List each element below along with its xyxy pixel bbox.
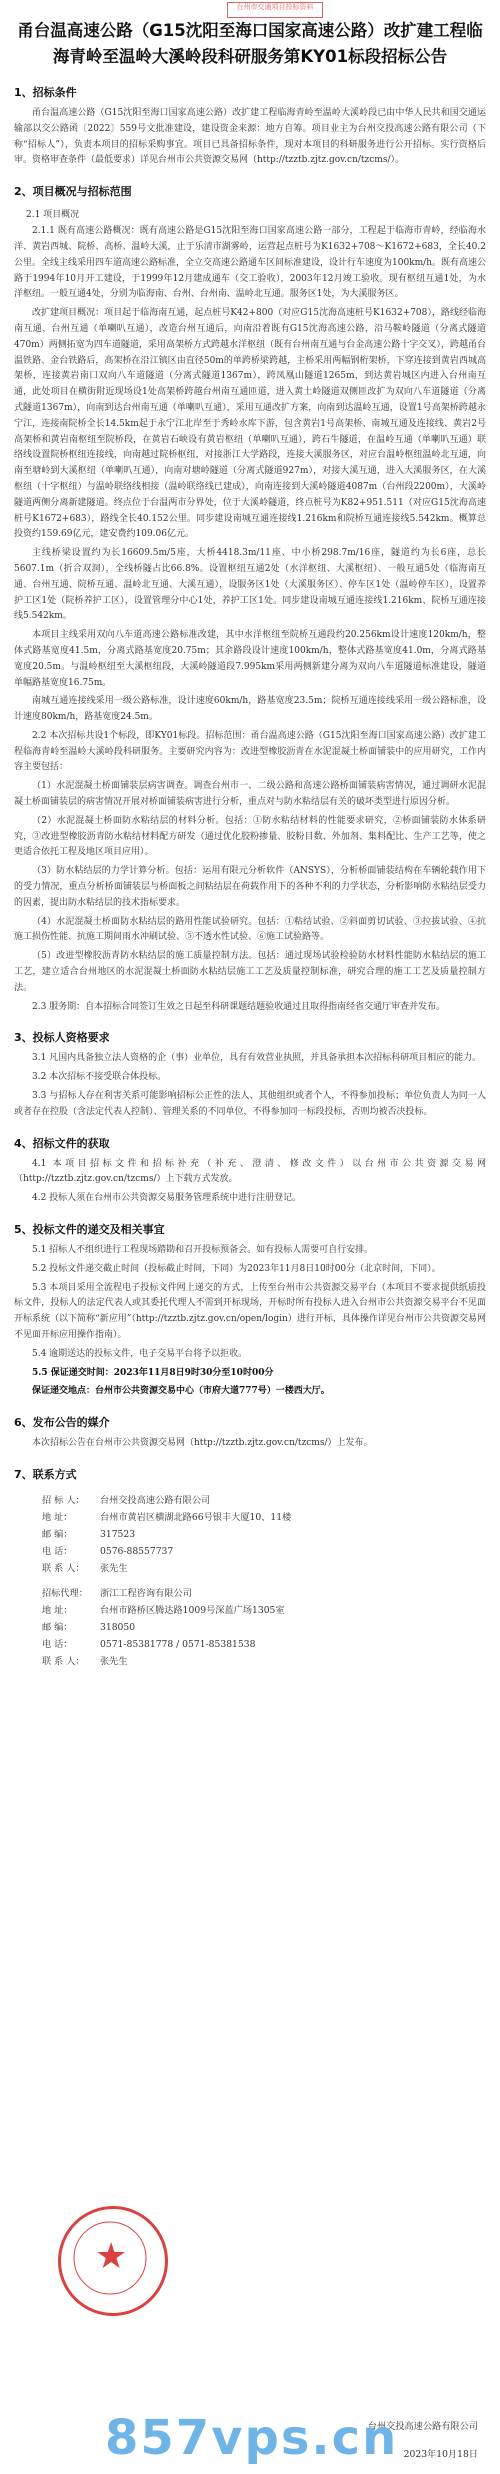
contact-label: 地 址： <box>42 1604 73 1616</box>
signature-org: 台州交投高速公路有限公司 <box>367 2421 478 2432</box>
contact-value: 318050 <box>100 1621 136 1633</box>
paragraph: 5.4 逾期送达的投标文件，电子交易平台将予以拒收。 <box>32 1348 248 1359</box>
contact-value: 0571-85381778 / 0571-85381538 <box>100 1638 256 1650</box>
paragraph: 本项目主线采用双向八车道高速公路标准改建，其中水洋枢纽至院桥互通段约20.256km设计速度120km/h，整体式路基宽度41.5m，分离式路基宽度20.75m；其余路段设计速度100km/h，整体式路基宽度41.0m，分离式路基宽度20.5m。与温岭枢纽至大溪枢纽段，大溪岭隧道段7.995km采用两侧新建分离为双向八车道隧道标准建设，隧道单幅路基宽度16.75m。 <box>14 630 486 688</box>
section-heading: 4、招标文件的获取 <box>14 1136 110 1150</box>
contact-value: 浙江工程咨询有限公司 <box>100 1587 192 1599</box>
section-heading: 5、投标文件的递交及相关事宜 <box>14 1223 165 1237</box>
contact-row <box>42 1526 486 1543</box>
paragraph: 2.3 服务期：自本招标合同签订生效之日起至科研课题结题验收通过且取得指南经省交通厅审查并发布。 <box>32 1001 446 1012</box>
contact-value: 台州市路桥区腾达路1009号深蓝广场1305室 <box>100 1604 285 1616</box>
document-title: 甬台温高速公路（G15沈阳至海口国家高速公路）改扩建工程临海青岭至温岭大溪岭段科研服务第KY01标段招标公告 <box>17 21 483 66</box>
section-heading: 3、投标人资格要求 <box>14 1031 110 1045</box>
contact-label: 电 话： <box>42 1545 73 1557</box>
top-stamp: 台州市交通项目投标资料 <box>227 2 323 18</box>
subsection-heading: 2.1 项目概况 <box>26 210 80 221</box>
paragraph: 5.2 投标文件递交截止时间（投标截止时间，下同）为2023年11月8日10时00分（北京时间，下同）。 <box>32 1263 441 1274</box>
contact-label: 招标代理： <box>42 1587 88 1599</box>
signature-date: 2023年10月18日 <box>403 2449 478 2460</box>
paragraph: （5）改进型橡胶沥青防水粘结层的施工质量控制方法。包括：通过现场试验检验防水材料性能防水粘结层的施工工艺，建立适合台州地区的水泥混凝土桥面防水粘结层施工工艺及质量控制标准，研究合理的施工工艺及质量控制方法。 <box>14 951 486 993</box>
contact-info <box>14 1492 486 1670</box>
paragraph: 主线桥梁设置约为长16609.5m/5座，大桥4418.3m/11座、中小桥298.7m/16座，隧道约为长6座，总长5607.1m（折合双洞），全线桥隧占比66.8%。设置枢纽互通2处（水洋枢纽、大溪枢纽）、一般互通5处（临海南互通、台州互通、院桥互通、温岭北互通、大溪互通），设服务区1处（大溪服务区）、停车区1处（温岭停车区），设置养护工区1处（院桥养护工区），设置管理分中心1处，养护工区1处。同步建设南城互通连接线1.216km、院桥互通连接线5.542km。 <box>14 548 486 622</box>
paragraph: 3.2 本次招标不接受联合体投标。 <box>32 1072 167 1083</box>
company-seal <box>58 2206 168 2316</box>
section-heading: 7、联系方式 <box>14 1467 77 1481</box>
contact-row <box>42 1543 486 1560</box>
contact-row <box>42 1602 486 1619</box>
seal-star-icon: ★ <box>95 2236 128 2277</box>
group-spacer <box>14 1577 486 1585</box>
contact-label: 招 标 人： <box>42 1494 85 1506</box>
document-body <box>14 84 486 1482</box>
contact-label: 邮 编： <box>42 1621 73 1633</box>
paragraph: 3.3 与招标人存在利害关系可能影响招标公正性的法人、其他组织或者个人，不得参加投标；单位负责人为同一人或者存在控股（含法定代表人控制）、管理关系的不同单位，不得参加同一标段投标，否则均被否决投标。 <box>14 1091 486 1117</box>
paragraph: 南城互通连接线采用一级公路标准，设计速度60km/h，路基宽度23.5m；院桥互通连接线采用一级公路标准，设计速度80km/h，路基宽度24.5m。 <box>14 696 486 723</box>
section-heading: 1、招标条件 <box>14 86 77 99</box>
site-watermark: 857vps.cn <box>105 2410 399 2466</box>
bold-paragraph: 5.5 保证递交时间：2023年11月8日9时30分至10时00分 <box>32 1367 274 1378</box>
paragraph: 改扩建项目概况：项目起于临海南互通，起点桩号K42+800（对应G15沈海高速桩号K1632+708），路线经临海南互通、台州互通（单喇叭互通），改造台州互通后，向南沿着既有G15沈海高速公路，沿马鞍岭隧道（分离式隧道470m）两侧拓宽为四车道隧道，采用高架桥方式跨越水洋枢纽（既有台州南互通与台金高速公路十字交叉），跨越甬台温铁路、金台铁路后，高架桥在沿江镇区由直径50m的单跨桥梁跨越，主桥采用两幅钢桁架桥，下穿连接到黄岩西城高架桥，连接黄岩南口双向八车道隧道（分离式隧道1367m），跨凤凰山隧道1265m，到达黄岩城区内进入台州南互通，此处项目在横街附近现场设1处高架桥跨越台州南互通匝道，进入黄土岭隧道双侧匝改扩为双向八车道隧道（分离式隧道1367m），向南到达台州南互通（单喇叭互通），采用互通改扩方案，向南到达温岭互通，设置1号高架桥跨越永宁江，连接南院桥全长14.5km起于永宁江北岸至于秀岭水库下游，包含黄岩1号高架桥、南城互通及连接线、黄岩2号高架桥和黄岩南枢纽至院桥段，在黄岩石峡设有黄岩枢纽（单喇叭互通），跨石牛隧道，在温岭互通（单喇叭互通）联络线设置院桥枢纽连接线，向南越过院桥枢纽，对接浙江大学路段，连接大溪服务区，对应台温岭枢纽温岭北互通，向南至塘岭到大溪枢纽（单喇叭互通），向南对塘岭隧道（分离式隧道927m），对接大溪互通，进入大溪服务区，在大溪枢纽（十字枢纽）与温岭联络线相接（温岭联络线已建成），向南连接到大溪岭隧道4087m（台州段2200m），大溪岭隧道两侧分离新建隧道。终点位于台温两市分界处，位于大溪岭隧道，终点桩号为K82+951.511（对应G15沈海高速桩号K1672+683），路线全长40.152公里。同步建设南城互通连接线1.216km和院桥互通连接线5.542km。概算总投资约159.69亿元，建安费约109.06亿元。 <box>14 308 486 540</box>
bold-paragraph: 保证递交地点：台州市公共资源交易中心（市府大道777号）一楼西大厅。 <box>32 1386 330 1397</box>
contact-label: 联 系 人： <box>42 1562 85 1574</box>
paragraph: 5.1 招标人不组织进行工程现场踏勘和召开投标预备会。如有投标人需要可自行安排。 <box>32 1245 374 1256</box>
paragraph: （3）防水粘结层的力学计算分析。包括：运用有限元分析软件（ANSYS），分析桥面铺装结构在车辆轮载作用下的受力情况，重点分析桥面铺装层与桥面板之间粘结层在荷载作用下的各种不利的力学状态，分析影响防水粘结层受力的因素，提出防水粘结层的技术指标要求。 <box>14 866 486 908</box>
paragraph: 4.2 投标人须在台州市公共资源交易服务管理系统中进行注册登记。 <box>32 1193 302 1204</box>
paragraph: （2）水泥混凝土桥面防水粘结层的材料分析。包括：①防水粘结材料的性能要求研究，②桥面铺装防水体系研究，③改进型橡胶沥青防水粘结材料配方研发（通过优化胶粉掺量、胶粉目数、外加剂、集料配比、生产工艺等，使之更适合依托工程及地区项目应用）。 <box>14 815 486 858</box>
contact-row <box>42 1636 486 1653</box>
contact-value: 317523 <box>100 1528 136 1540</box>
contact-row <box>42 1619 486 1636</box>
paragraph: 5.3 本项目采用全流程电子投标文件网上递交的方式，上传至台州市公共资源交易平台（本项目不要求提供纸质投标文件，投标人的法定代表人或其委托代理人不需到开标现场，开标时所有投标人进入台州市公共资源交易平台不见面开标系统（以下简称“新应用”（http://tzztb.zjtz.gov.cn/open/login）进行开标，具体操作详见台州市公共资源交易网不见面开标应用操作指南）。 <box>14 1282 486 1340</box>
paragraph: 甬台温高速公路（G15沈阳至海口国家高速公路）改扩建工程临海青岭至温岭大溪岭段已由中华人民共和国交通运输部以交公路函〔2022〕559号文批准建设，建设资金来源：地方自筹。项目业主为台州交投高速公路有限公司（下称“招标人”），负责本项目的招标采购事宜。项目已具备招标条件，现对本项目的科研服务进行公开招标。实行资格后审。资格审查条件（最低要求）详见台州市公共资源交易网（http://tzztb.zjtz.gov.cn/tzcms/）。 <box>14 108 486 166</box>
contact-label: 联 系 人： <box>42 1655 85 1667</box>
paragraph: 3.1 凡国内具备独立法人资格的企（事）业单位，具有有效营业执照，并具备承担本次招标科研项目相应的能力。 <box>32 1053 482 1064</box>
contact-value: 台州市黄岩区横湖北路66号银丰大厦10、11楼 <box>100 1511 292 1523</box>
paragraph: （1）水泥混凝土桥面铺装层病害调查。调查台州市一、二级公路和高速公路桥面铺装病害情况，通过调研水泥混凝土桥面铺装层的病害情况开展对桥面铺装病害进行分析，重点对与防水粘结层有关的破坏类型进行原因分析。 <box>14 781 486 808</box>
paragraph: （4）水泥混凝土桥面防水粘结层的路用性能试验研究。包括：①粘结试验、②斜面剪切试验、③拉拔试验、④抗施工损伤性能、抗施工期间雨水冲刷试验、⑤不透水性试验、⑥施工试验路等。 <box>14 916 486 943</box>
paragraph: 2.1.1 既有高速公路概况：既有高速公路是G15沈阳至海口国家高速公路一部分，工程起于临海市青岭，经临海水洋、黄岩西城、院桥、高桥、温岭大溪，止于乐清市湖雾岭，运营起点桩号为K1632+708～K1672+683，全长40.2公里。全线主线采用四车道高速公路标准，全立交高速公路通车区间标准建设，设计行车速度为100km/h。既有高速公路于1994年10月开工建设，于1999年12月建成通车（交工验收），2003年12月竣工验收。现有枢纽互通1处，为水洋枢纽。一般互通4处，分别为临海南、台州、台州南、温岭北互通。服务区1处，为大溪服务区。 <box>14 226 486 300</box>
paragraph: 本次招标公告在台州市公共资源交易网（http://tzztb.zjtz.gov.cn/tzcms/）上发布。 <box>32 1438 373 1449</box>
paragraph: 4.1 本项目招标文件和招标补充（补充、澄清、修改文件）以台州市公共资源交易网（http://tzztb.zjtz.gov.cn/tzcms/）上下载方式发放。 <box>14 1158 486 1185</box>
contact-row <box>42 1509 486 1526</box>
contact-label: 电 话： <box>42 1638 73 1650</box>
contact-value: 台州交投高速公路有限公司 <box>100 1494 211 1506</box>
paragraph: 2.2 本次招标共设1个标段，即KY01标段。招标范围：甬台温高速公路（G15沈阳至海口国家高速公路）改扩建工程临海青岭至温岭大溪岭段科研服务。主要研究内容为：改进型橡胶沥青在水泥混凝土桥面铺装中的应用研究，工作内容主要包括： <box>14 730 486 773</box>
section-heading: 6、发布公告的媒介 <box>14 1416 110 1430</box>
contact-row <box>42 1492 486 1509</box>
contact-value: 0576-88557737 <box>100 1545 174 1557</box>
contact-value: 张先生 <box>100 1655 128 1667</box>
contact-row <box>42 1585 486 1602</box>
contact-value: 张先生 <box>100 1562 128 1574</box>
contact-row <box>42 1653 486 1670</box>
contact-label: 邮 编： <box>42 1528 73 1540</box>
section-heading: 2、项目概况与招标范围 <box>14 185 132 199</box>
contact-label: 地 址： <box>42 1511 73 1523</box>
contact-row <box>42 1560 486 1577</box>
